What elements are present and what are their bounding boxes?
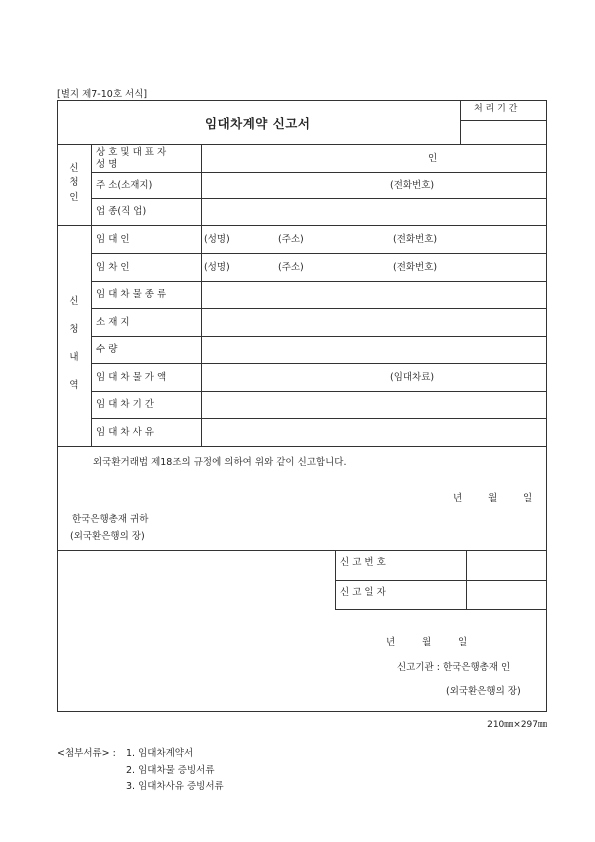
applicant-phone-label: (전화번호) — [390, 180, 435, 191]
attachment-item: 2. 임대차물 증빙서류 — [126, 765, 215, 776]
attachments-label: <첨부서류> : — [57, 748, 116, 759]
group-col-divider — [91, 144, 92, 446]
leased-item-type-label: 임 대 차 물 종 류 — [96, 289, 167, 300]
lease-period-label: 임 대 차 기 간 — [96, 399, 154, 410]
declaration-text: 외국환거래법 제18조의 규정에 의하여 위와 같이 신고합니다. — [93, 457, 347, 468]
declaration-day: 일 — [523, 493, 533, 504]
title-bottom — [57, 144, 547, 145]
rent-label: (임대차료) — [390, 372, 435, 383]
lessee-name-field: (성명) — [204, 262, 230, 273]
leased-item-value-label: 임 대 차 물 가 액 — [96, 372, 167, 383]
title-divider — [460, 100, 461, 144]
office-year: 년 — [386, 637, 396, 648]
processing-period-field[interactable] — [462, 122, 544, 142]
rep-label-line1: 상 호 및 대 표 자 — [96, 147, 167, 158]
paper-size: 210㎜×297㎜ — [487, 720, 547, 730]
seal-mark: 인 — [428, 153, 438, 164]
label-col-divider — [201, 144, 202, 446]
office-month: 월 — [422, 637, 432, 648]
agency-sub: (외국환은행의 장) — [446, 686, 521, 697]
rep-label-line2: 성 명 — [96, 159, 118, 170]
form-number: [별지 제7-10호 서식] — [57, 89, 148, 100]
applicant-group-label: 신 청 인 — [69, 163, 79, 203]
report-number-field[interactable] — [468, 552, 545, 578]
lessor-label: 임 대 인 — [96, 234, 130, 245]
occupation-label: 업 종(직 업) — [96, 206, 147, 217]
lessee-phone-field: (전화번호) — [393, 262, 438, 273]
report-date-field[interactable] — [468, 582, 545, 607]
declaration-month: 월 — [488, 493, 498, 504]
lessee-label: 임 차 인 — [96, 262, 130, 273]
lessor-phone-field: (전화번호) — [393, 234, 438, 245]
agency-line: 신고기관 : 한국은행총재 인 — [397, 662, 511, 673]
lessor-name-field: (성명) — [204, 234, 230, 245]
lease-reason-label: 임 대 차 사 유 — [96, 427, 154, 438]
processing-period-label: 처 리 기 간 — [474, 104, 518, 114]
address-label: 주 소(소재지) — [96, 180, 153, 191]
quantity-label: 수 량 — [96, 344, 118, 355]
form-title: 임대차계약 신고서 — [205, 116, 311, 131]
attachment-item: 3. 임대차사유 증빙서류 — [126, 781, 224, 792]
report-number-label: 신 고 번 호 — [340, 557, 386, 568]
office-day: 일 — [458, 637, 468, 648]
attachment-item: 1. 임대차계약서 — [126, 748, 194, 759]
details-group-label: 신 청 내 역 — [69, 296, 79, 391]
declaration-year: 년 — [453, 493, 463, 504]
addressee-sub: (외국환은행의 장) — [70, 531, 145, 542]
processing-divider — [460, 120, 547, 121]
lessee-address-field: (주소) — [278, 262, 304, 273]
location-label: 소 재 지 — [96, 317, 130, 328]
report-date-label: 신 고 일 자 — [340, 587, 386, 598]
addressee: 한국은행총재 귀하 — [72, 514, 149, 525]
lessor-address-field: (주소) — [278, 234, 304, 245]
